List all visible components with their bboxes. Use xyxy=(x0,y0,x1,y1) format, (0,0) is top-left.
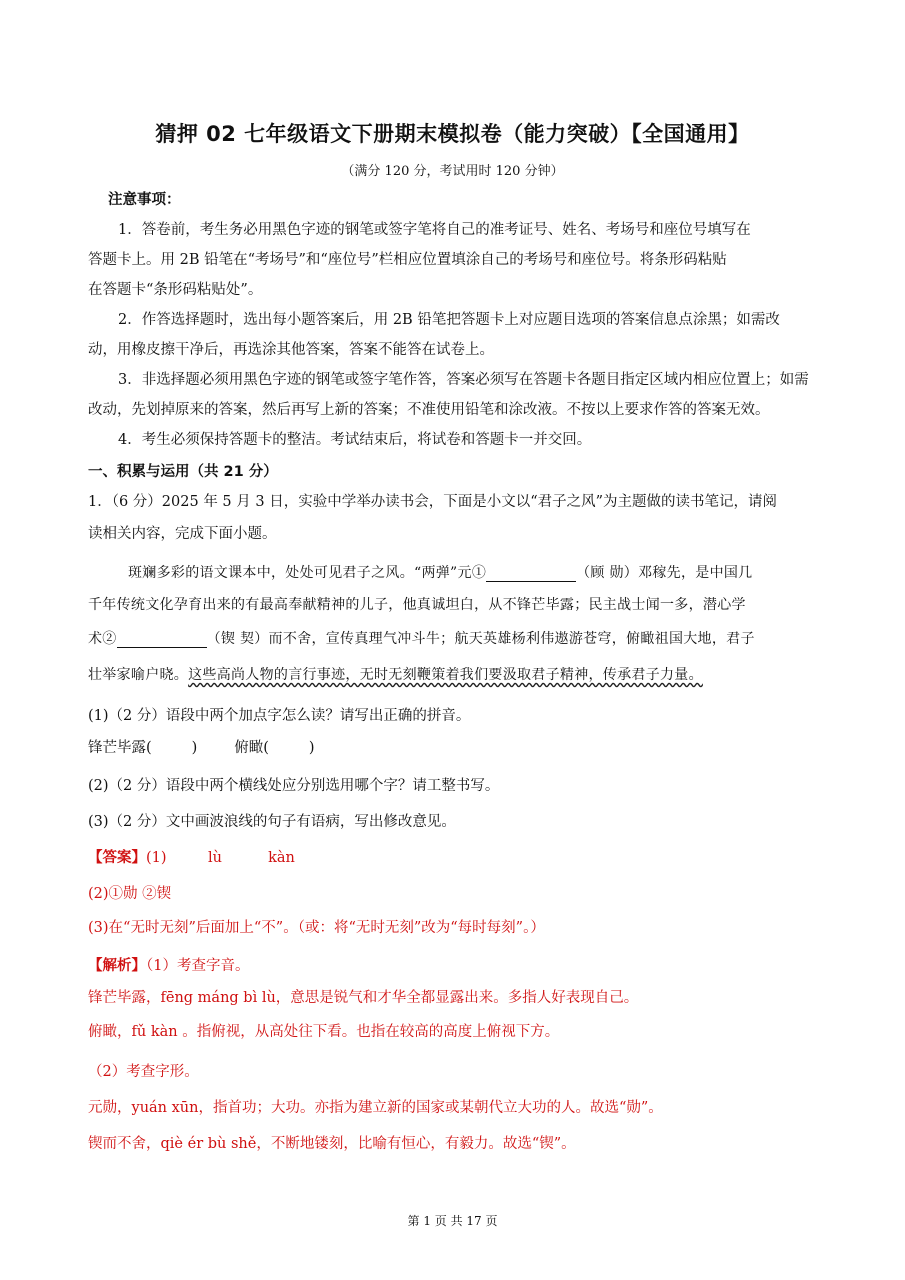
blank-1 xyxy=(486,567,576,582)
section-heading: 一、积累与运用（共 21 分） xyxy=(88,464,278,480)
passage-text: 斑斓多彩的语文课本中，处处可见君子之风。“两弹”元① xyxy=(128,565,487,581)
notes-line: 3．非选择题必须用黑色字迹的钢笔或签字笔作答，答案必须写在答题卡各题目指定区域内相应位置上；如需 xyxy=(118,372,809,388)
question-stem: 1．（6 分）2025 年 5 月 3 日，实验中学举办读书会，下面是小文以“君子之风”为主题做的读书笔记，请阅 xyxy=(88,494,778,510)
analysis-line: 俯瞰，fǔ kàn 。指俯视，从高处往下看。也指在较高的高度上俯视下方。 xyxy=(88,1024,560,1040)
question-stem: 读相关内容，完成下面小题。 xyxy=(88,526,277,542)
sub-question-1: (1)（2 分）语段中两个加点字怎么读？请写出正确的拼音。 xyxy=(88,708,471,724)
page-subtitle: （满分 120 分，考试用时 120 分钟） xyxy=(341,164,564,179)
analysis-text: （1）考查字音。 xyxy=(146,958,250,974)
analysis-line: 锋芒毕露，fēng máng bì lù，意思是锐气和才华全都显露出来。多指人好表现自己。 xyxy=(88,990,639,1006)
passage-line xyxy=(128,562,752,582)
notes-line: 在答题卡“条形码粘贴处”。 xyxy=(88,282,263,298)
answer-line-1 xyxy=(88,846,295,867)
sub-question-1-words xyxy=(88,736,315,757)
page-title: 猜押 02 七年级语文下册期末模拟卷（能力突破）【全国通用】 xyxy=(155,122,750,146)
answer-prefix: (1) xyxy=(146,850,167,866)
blank-2 xyxy=(117,633,207,648)
paren-close: ) xyxy=(191,740,198,756)
analysis-label: 【解析】 xyxy=(88,958,146,974)
analysis-line: 锲而不舍，qiè ér bù shě，不断地镂刻，比喻有恒心，有毅力。故选“锲”。 xyxy=(88,1136,576,1152)
answer-label: 【答案】 xyxy=(88,850,146,866)
passage-line xyxy=(88,664,703,684)
notes-line: 4．考生必须保持答题卡的整洁。考试结束后，将试卷和答题卡一并交回。 xyxy=(118,432,592,448)
answer-line-2: (2)①勋 ②锲 xyxy=(88,886,172,902)
notes-line: 1．答卷前，考生务必用黑色字迹的钢笔或签字笔将自己的准考证号、姓名、考场号和座位号填写在 xyxy=(118,222,751,238)
paren-close: ) xyxy=(308,740,315,756)
passage-line: 千年传统文化孕育出来的有最高奉献精神的儿子，他真诚坦白，从不锋芒毕露；民主战士闻一多，潜心学 xyxy=(88,597,746,613)
passage-line xyxy=(88,628,755,648)
sub-question-2: (2)（2 分）语段中两个横线处应分别选用哪个字？请工整书写。 xyxy=(88,778,500,794)
notes-heading: 注意事项： xyxy=(108,192,181,208)
notes-line: 动，用橡皮擦干净后，再选涂其他答案，答案不能答在试卷上。 xyxy=(88,342,494,358)
notes-line: 2．作答选择题时，选出每小题答案后，用 2B 铅笔把答题卡上对应题目选项的答案信息点涂黑；如需改 xyxy=(118,312,780,328)
word-2: 俯瞰( xyxy=(234,740,269,756)
passage-text: （顾 勋）邓稼先，是中国几 xyxy=(576,565,753,581)
notes-line: 答题卡上。用 2B 铅笔在“考场号”和“座位号”栏相应位置填涂自己的考场号和座位号。将条形码粘贴 xyxy=(88,252,727,268)
analysis-line: （2）考查字形。 xyxy=(88,1064,199,1080)
answer-value: kàn xyxy=(268,850,295,866)
wavy-sentence: 这些高尚人物的言行事迹，无时无刻鞭策着我们要汲取君子精神，传承君子力量。 xyxy=(188,667,703,683)
passage-text: 壮举家喻户晓。 xyxy=(88,667,189,683)
passage-text: 术② xyxy=(88,631,117,647)
notes-line: 改动，先划掉原来的答案，然后再写上新的答案；不准使用铅笔和涂改液。不按以上要求作答的答案无效。 xyxy=(88,402,770,418)
analysis-head xyxy=(88,954,249,975)
answer-value: lù xyxy=(208,850,223,866)
analysis-line: 元勋，yuán xūn，指首功；大功。亦指为建立新的国家或某朝代立大功的人。故选“勋”。 xyxy=(88,1100,663,1116)
page-footer: 第 1 页 共 17 页 xyxy=(407,1214,498,1228)
sub-question-3: (3)（2 分）文中画波浪线的句子有语病，写出修改意见。 xyxy=(88,814,456,830)
word-1: 锋芒毕露( xyxy=(88,740,152,756)
answer-line-3: (3)在“无时无刻”后面加上“不”。（或：将“无时无刻”改为“每时每刻”。） xyxy=(88,920,545,936)
passage-text: （锲 契）而不舍，宣传真理气冲斗牛；航天英雄杨利伟遨游苍穹，俯瞰祖国大地，君子 xyxy=(206,631,755,647)
